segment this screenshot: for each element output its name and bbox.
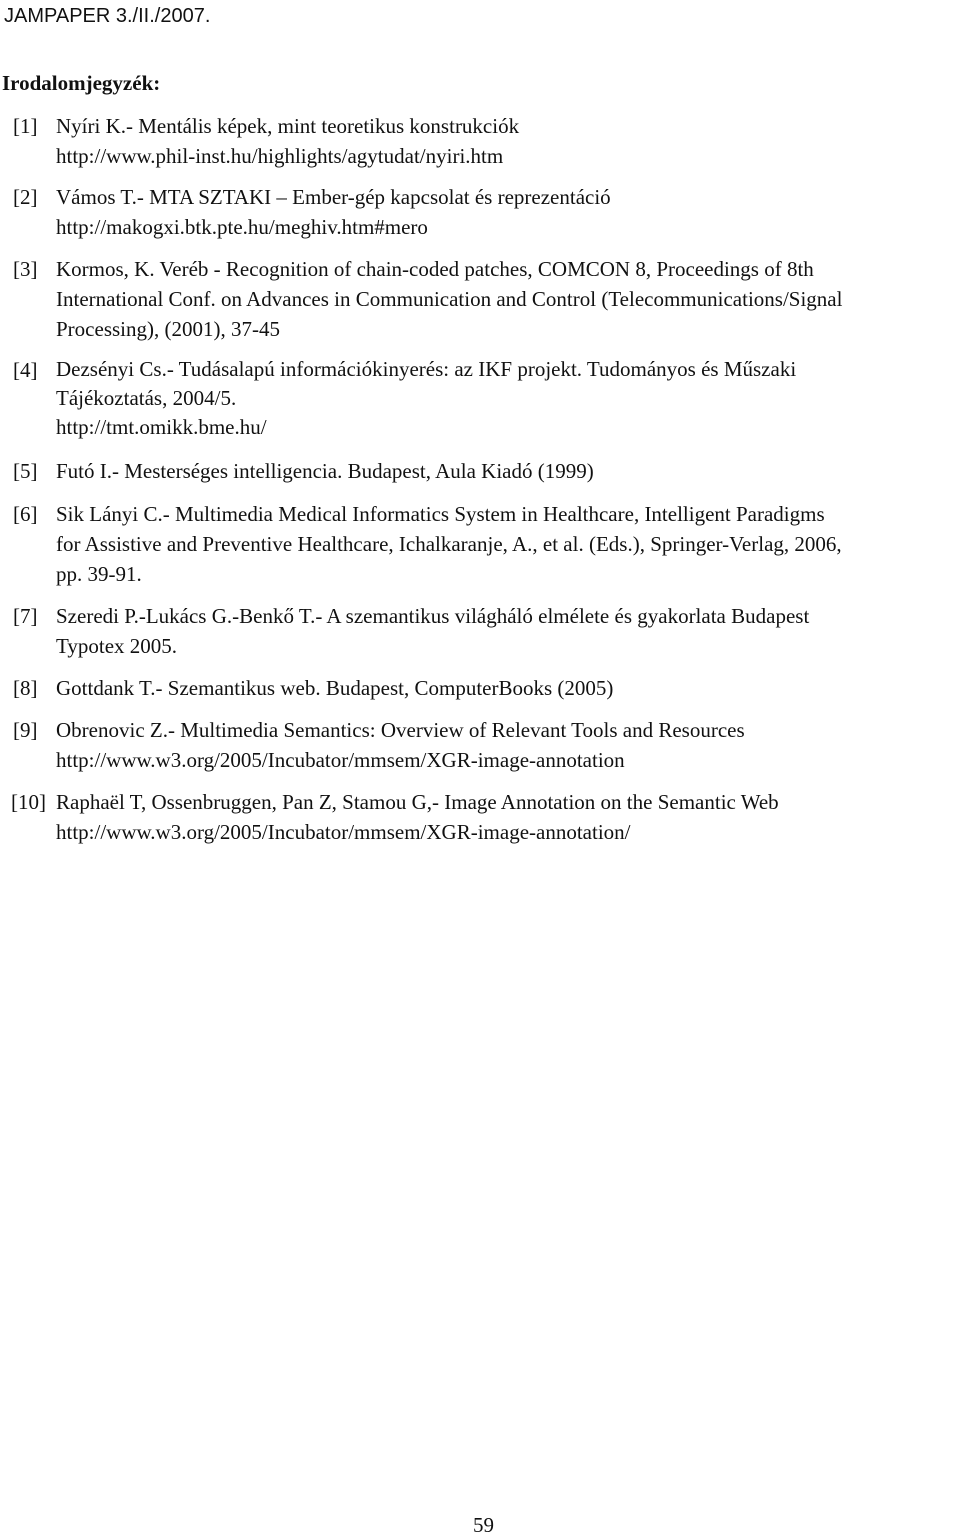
running-header: JAMPAPER 3./II./2007. [4, 5, 211, 27]
reference-item-6 [13, 499, 958, 589]
reference-number: [1] [13, 114, 38, 138]
reference-number: [9] [13, 718, 38, 742]
reference-number: [8] [13, 676, 38, 700]
reference-line: Typotex 2005. [56, 634, 178, 658]
reference-item-5 [13, 456, 958, 486]
reference-line: Kormos, K. Veréb - Recognition of chain-coded patches, COMCON 8, Proceedings of 8th [56, 257, 814, 281]
reference-line: Szeredi P.-Lukács G.-Benkő T.- A szemantikus világháló elmélete és gyakorlata Budapest [56, 604, 810, 628]
page-number: 59 [473, 1513, 494, 1537]
reference-url: http://www.phil-inst.hu/highlights/agytudat/nyiri.htm [56, 144, 504, 168]
reference-line: Raphaël T, Ossenbruggen, Pan Z, Stamou G,- Image Annotation on the Semantic Web [56, 790, 779, 814]
reference-number: [3] [13, 257, 38, 281]
reference-item-3 [13, 254, 958, 344]
reference-url: http://makogxi.btk.pte.hu/meghiv.htm#mero [56, 215, 428, 239]
reference-item-9 [13, 715, 958, 775]
reference-line: Processing), (2001), 37-45 [56, 317, 280, 341]
reference-line: for Assistive and Preventive Healthcare, Ichalkaranje, A., et al. (Eds.), Springer-Verlag, 2006, [56, 532, 842, 556]
reference-line: Obrenovic Z.- Multimedia Semantics: Overview of Relevant Tools and Resources [56, 718, 745, 742]
reference-item-1 [13, 111, 958, 171]
reference-line: Sik Lányi C.- Multimedia Medical Informatics System in Healthcare, Intelligent Paradigms [56, 502, 825, 526]
reference-number: [2] [13, 185, 38, 209]
reference-number: [4] [13, 358, 38, 382]
reference-line: Futó I.- Mesterséges intelligencia. Budapest, Aula Kiadó (1999) [56, 459, 594, 483]
reference-line: Tájékoztatás, 2004/5. [56, 386, 237, 410]
reference-line: Nyíri K.- Mentális képek, mint teoretikus konstrukciók [56, 114, 520, 138]
reference-number: [6] [13, 502, 38, 526]
reference-url: http://www.w3.org/2005/Incubator/mmsem/XGR-image-annotation [56, 748, 625, 772]
reference-line: Vámos T.- MTA SZTAKI – Ember-gép kapcsolat és reprezentáció [56, 185, 611, 209]
reference-number: [7] [13, 604, 38, 628]
reference-line: Gottdank T.- Szemantikus web. Budapest, ComputerBooks (2005) [56, 676, 614, 700]
reference-line: Dezsényi Cs.- Tudásalapú információkinyerés: az IKF projekt. Tudományos és Műszaki [56, 357, 797, 381]
reference-url: http://tmt.omikk.bme.hu/ [56, 415, 267, 439]
reference-item-2 [13, 182, 958, 242]
reference-item-10 [11, 787, 956, 847]
reference-item-8 [13, 673, 958, 703]
reference-number: [10] [11, 790, 46, 814]
bibliography-heading: Irodalomjegyzék: [2, 71, 161, 95]
reference-line: pp. 39-91. [56, 562, 142, 586]
reference-item-4 [13, 355, 958, 442]
reference-number: [5] [13, 459, 38, 483]
reference-item-7 [13, 601, 958, 661]
reference-line: International Conf. on Advances in Communication and Control (Telecommunications/Signal [56, 287, 843, 311]
reference-url: http://www.w3.org/2005/Incubator/mmsem/XGR-image-annotation/ [56, 820, 631, 844]
